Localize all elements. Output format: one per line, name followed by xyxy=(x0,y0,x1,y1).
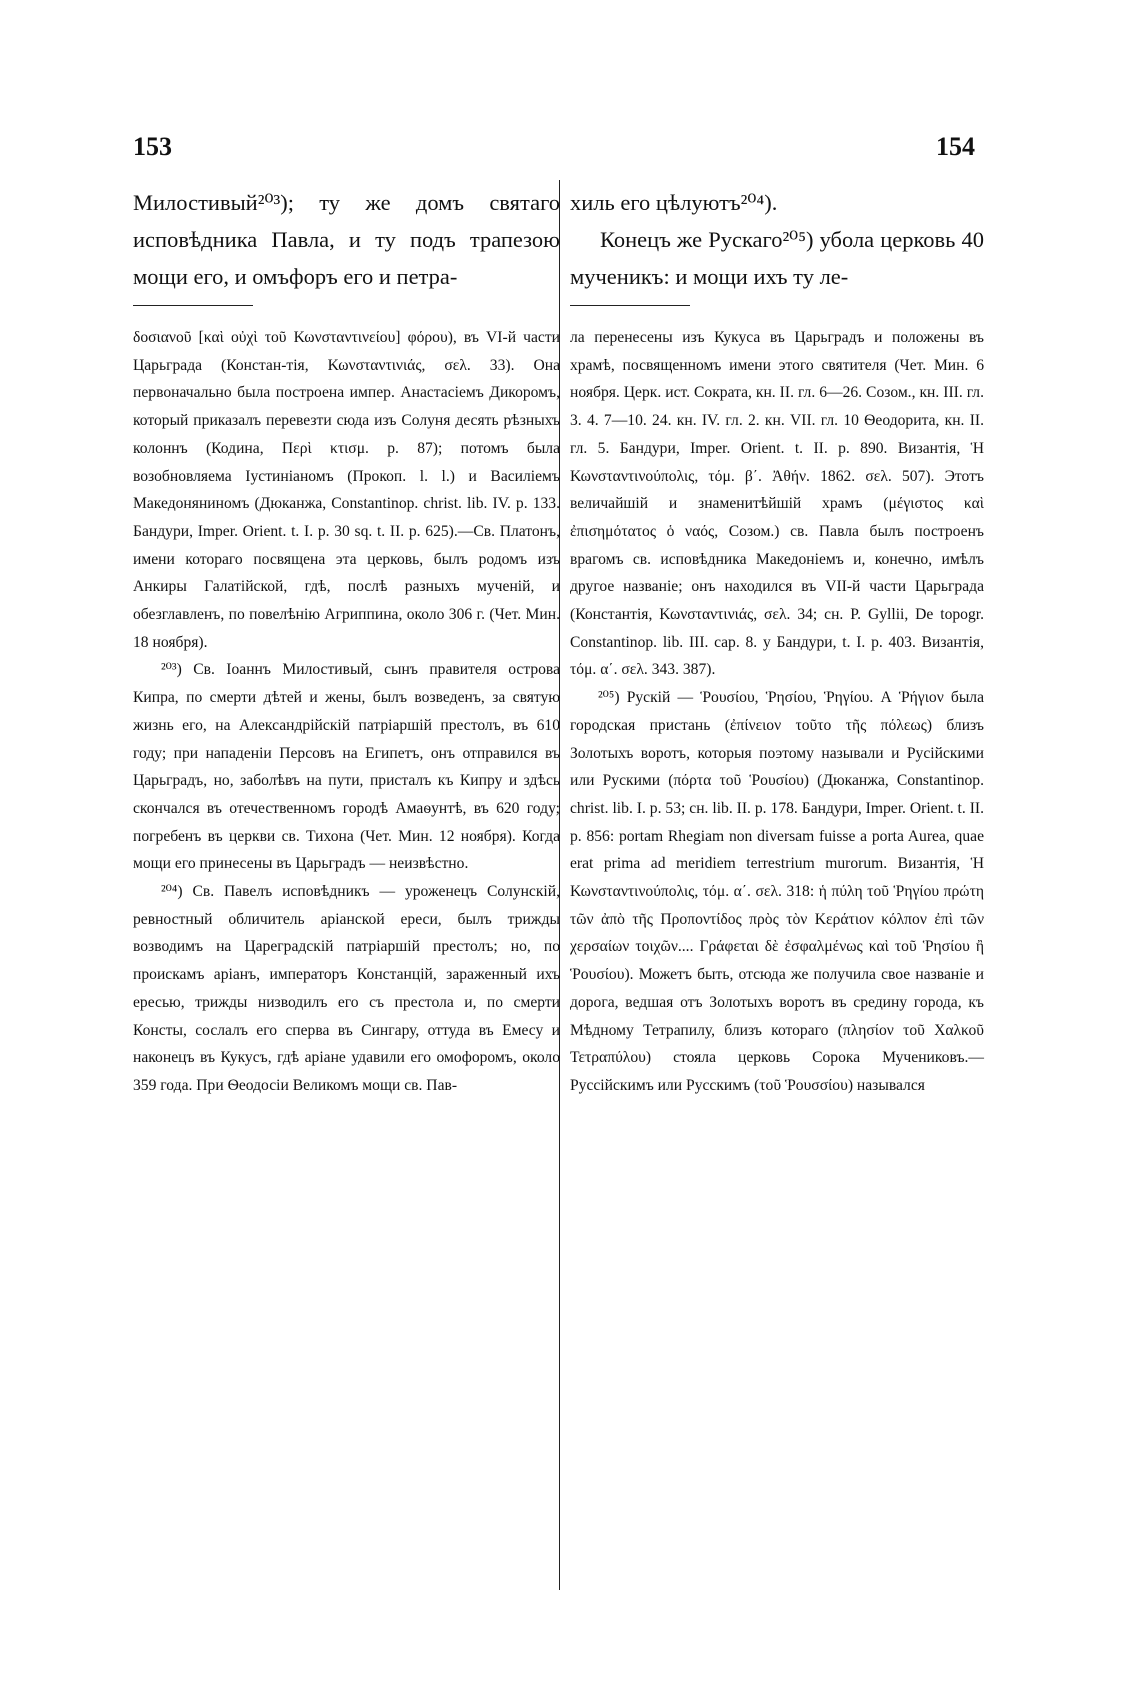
right-column xyxy=(560,184,984,1100)
footnote-205: ²⁰⁵) Рускій — Ῥουσίου, Ῥησίου, Ῥηγίου. А Ῥήγιον была городская пристань (ἐπίνειον τοῦτο τῆς πόλεως) близъ Золотыхъ воротъ, которыя поэтому называли и Русійскими или Рускими (πόρτα τοῦ Ῥουσίου) (Дюканжа, Constantinop. christ. lib. I. p. 53; сн. lib. II. p. 178. Бандури, Imper. Orient. t. II. p. 856: portam Rhegiam non diversam fuisse a porta Aurea, quae erat prima ad meridiem terrestrium murorum. Византія, Ἡ Κωνσταντινούπολις, τόμ. α΄. σελ. 318: ἡ πύλη τοῦ Ῥηγίου πρώτη τῶν ἀπὸ τῆς Προποντίδος πρὸς τὸν Κεράτιον κόλπον ἐπὶ τῶν χερσαίων τοιχῶν.... Γράφεται δὲ ἐσφαλμένως καὶ τοῦ Ῥησίου ἢ Ῥουσίου). Можетъ быть, отсюда же получила свое названіе и дорога, ведшая отъ Золотыхъ воротъ въ средину города, къ Мѣдному Тетрапилу, близъ котораго (πλησίον τοῦ Χαλκοῦ Τετραπύλου) стояла церковь Сорока Мучениковъ.—Руссійскимъ или Русскимъ (τοῦ Ῥουσσίου) назывался xyxy=(570,689,984,1094)
footnote-203: ²⁰³) Св. Іоаннъ Милостивый, сынъ правителя острова Кипра, по смерти дѣтей и жены, былъ возведенъ, за святую жизнь его, на Александрійскій патріаршій престолъ, въ 610 году; при нападеніи Персовъ на Египетъ, онъ отправился въ Царьградъ, но, заболѣвъ на пути, присталъ къ Кипру и здѣсь скончался въ отечественномъ городѣ Амаѳунтѣ, въ 620 году; погребенъ въ церкви св. Тихона (Чет. Мин. 12 ноября). Когда мощи его принесены въ Царьградъ — неизвѣстно. xyxy=(133,661,560,873)
page-number-left: 153 xyxy=(133,132,172,161)
left-column xyxy=(133,184,560,1100)
left-main-text: Милостивый²⁰³); ту же домъ святаго исповѣдника Павла, и ту подъ трапезою мощи его, и омъфоръ его и петра- xyxy=(133,190,560,289)
footnote-continuation: δοσιανοῦ [καὶ οὐχὶ τοῦ Κωνσταντινείου] φόρου), въ VI-й части Царьграда (Констан-тія, Κωνσταντινιάς, σελ. 33). Она первоначально была построена импер. Анастасіемъ Дикоромъ, который приказалъ перевезти сюда изъ Солуня десять рѣзныхъ колоннъ (Кодина, Περὶ κτισμ. p. 87); потомъ была возобновляема Іустиніаномъ (Прокоп. l. l.) и Василіемъ Македоняниномъ (Дюканжа, Constantinop. christ. lib. IV. p. 133. Бандури, Imper. Orient. t. I. p. 30 sq. t. II. p. 625).—Св. Платонъ, имени котораго посвящена эта церковь, былъ родомъ изъ Анкиры Галатійской, гдѣ, послѣ разныхъ мученій, и обезглавленъ, по повелѣнію Агриппина, около 306 г. (Чет. Мин. 18 ноября). xyxy=(133,329,560,651)
page-number-right: 154 xyxy=(936,132,975,161)
footnote-204: ²⁰⁴) Св. Павелъ исповѣдникъ — уроженецъ Солунскій, ревностный обличитель аріанской ереси, былъ трижды возводимъ на Цареградскій патріаршій престолъ; но, по проискамъ аріанъ, императоръ Констанцій, зараженный ихъ ересью, трижды низводилъ его съ престола и, по смерти Консты, сослалъ его сперва въ Сингару, оттуда въ Емесу и наконецъ въ Кукусъ, гдѣ аріане удавили его омофоромъ, около 359 года. При Ѳеодосіи Великомъ мощи св. Пав- xyxy=(133,883,560,1094)
right-main-text-1: хиль его цѣлуютъ²⁰⁴). xyxy=(570,190,778,215)
right-main-text-2: Конецъ же Рускаго²⁰⁵) убола церковь 40 мученикъ: и мощи ихъ ту ле- xyxy=(570,227,984,289)
footnote-rule-left xyxy=(133,305,253,306)
footnote-rule-right xyxy=(570,305,690,306)
footnote-204-continuation: ла перенесены изъ Кукуса въ Царьградъ и положены въ храмѣ, посвященномъ имени этого святителя (Чет. Мин. 6 ноября. Церк. ист. Сократа, кн. II. гл. 6—26. Созом., кн. III. гл. 3. 4. 7—10. 24. кн. IV. гл. 2. кн. VII. гл. 10 Ѳеодорита, кн. II. гл. 5. Бандури, Imper. Orient. t. II. p. 890. Византія, Ἡ Κωνσταντινούπολις, τόμ. β΄. Ἀθήν. 1862. σελ. 507). Этотъ величайшій и знаменитѣйшій храмъ (μέγιστος καὶ ἐπισημότατος ὁ ναός, Созом.) св. Павла былъ построенъ врагомъ св. исповѣдника Македоніемъ и, конечно, имѣлъ другое названіе; онъ находился въ VII-й части Царьграда (Константія, Κωνσταντινιάς, σελ. 34; сн. P. Gyllii, De topogr. Constantinop. lib. III. cap. 8. у Бандури, t. I. p. 403. Византія, τόμ. α΄. σελ. 343. 387). xyxy=(570,329,984,679)
left-footnotes xyxy=(133,324,560,1100)
right-footnotes xyxy=(570,324,984,1100)
